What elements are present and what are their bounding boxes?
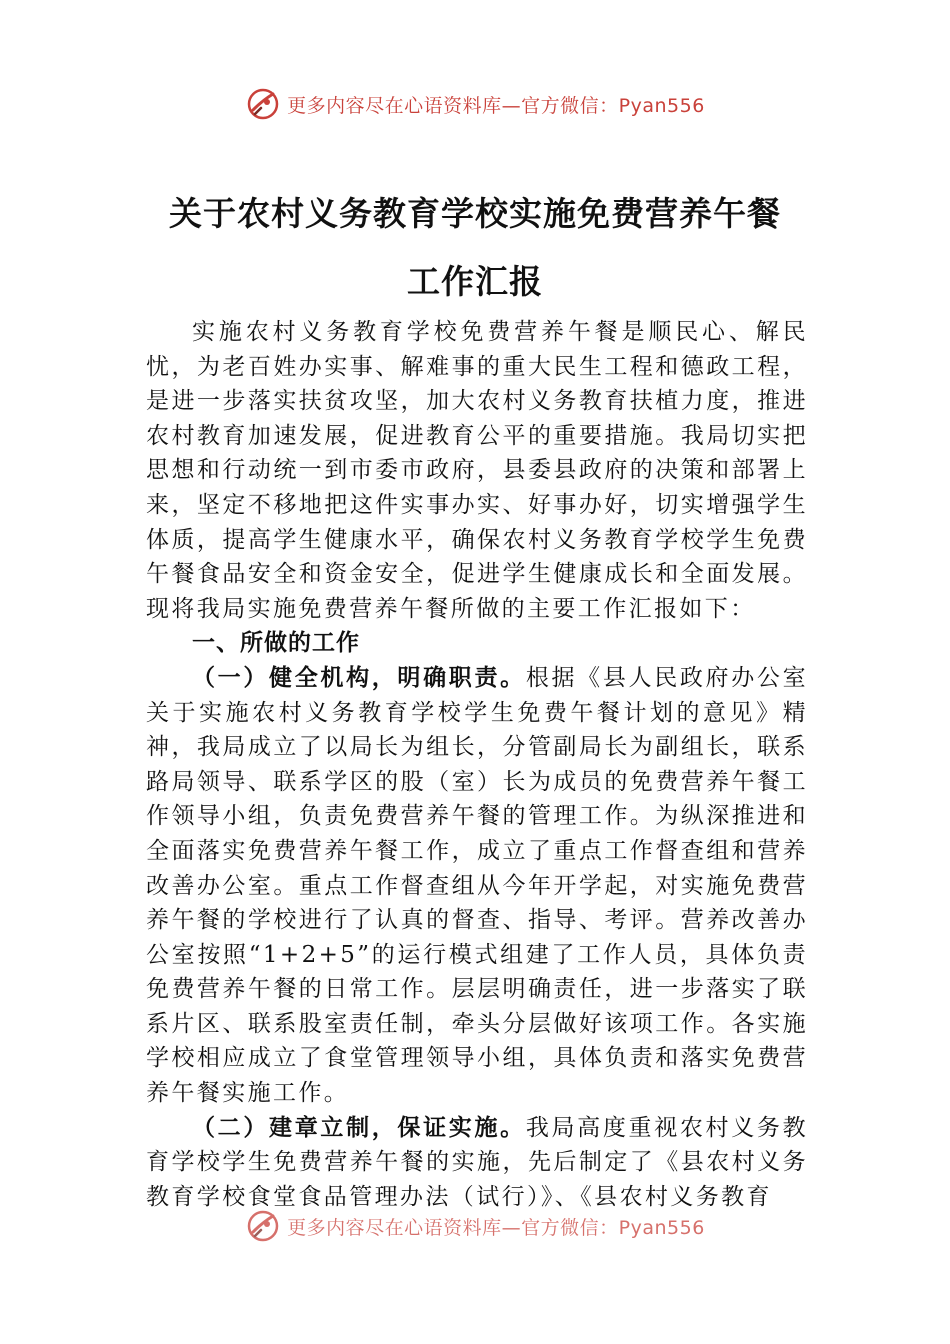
document-title-line1: 关于农村义务教育学校实施免费营养午餐 [169, 194, 781, 233]
item2-paragraph [146, 1111, 808, 1215]
item2-body: 我局高度重视农村义务教育学校学生免费营养午餐的实施，先后制定了《县农村义务教育学校食堂食品管理办法（试行）》、《县农村义务教育 [146, 1114, 808, 1210]
item1-paragraph [146, 661, 808, 1111]
pen-logo-icon [245, 86, 281, 122]
intro-paragraph: 实施农村义务教育学校免费营养午餐是顺民心、解民忧，为老百姓办实事、解难事的重大民生工程和德政工程，是进一步落实扶贫攻坚，加大农村义务教育扶植力度，推进农村教育加速发展，促进教育公平的重要措施。我局切实把思想和行动统一到市委市政府，县委县政府的决策和部署上来，坚定不移地把这件实事办实、好事办好，切实增强学生体质，提高学生健康水平，确保农村义务教育学校学生免费午餐食品安全和资金安全，促进学生健康成长和全面发展。现将我局实施免费营养午餐所做的主要工作汇报如下： [146, 319, 808, 622]
footer-watermark [0, 1206, 950, 1246]
pen-logo-icon [245, 1208, 281, 1244]
document-body [146, 315, 808, 1214]
watermark-text: 更多内容尽在心语资料库—官方微信：Pyan556 [287, 94, 705, 117]
section-heading: 一、所做的工作 [192, 629, 360, 657]
item1-lead: （一）健全机构，明确职责。 [192, 663, 526, 691]
item1-body: 根据《县人民政府办公室关于实施农村义务教育学校学生免费午餐计划的意见》精神，我局成立了以局长为组长，分管副局长为副组长，联系路局领导、联系学区的股（室）长为成员的免费营养午餐工作领导小组，负责免费营养午餐的管理工作。为纵深推进和全面落实免费营养午餐工作，成立了重点工作督查组和营养改善办公室。重点工作督查组从今年开学起，对实施免费营养午餐的学校进行了认真的督查、指导、考评。营养改善办公室按照“1+2+5”的运行模式组建了工作人员，具体负责免费营养午餐的日常工作。层层明确责任，进一步落实了联系片区、联系股室责任制，牵头分层做好该项工作。各实施学校相应成立了食堂管理领导小组，具体负责和落实免费营养午餐实施工作。 [146, 664, 808, 1107]
document-title-line2: 工作汇报 [407, 262, 543, 301]
item2-lead: （二）建章立制，保证实施。 [192, 1113, 526, 1141]
watermark-text: 更多内容尽在心语资料库—官方微信：Pyan556 [287, 1216, 705, 1239]
header-watermark [0, 84, 950, 124]
